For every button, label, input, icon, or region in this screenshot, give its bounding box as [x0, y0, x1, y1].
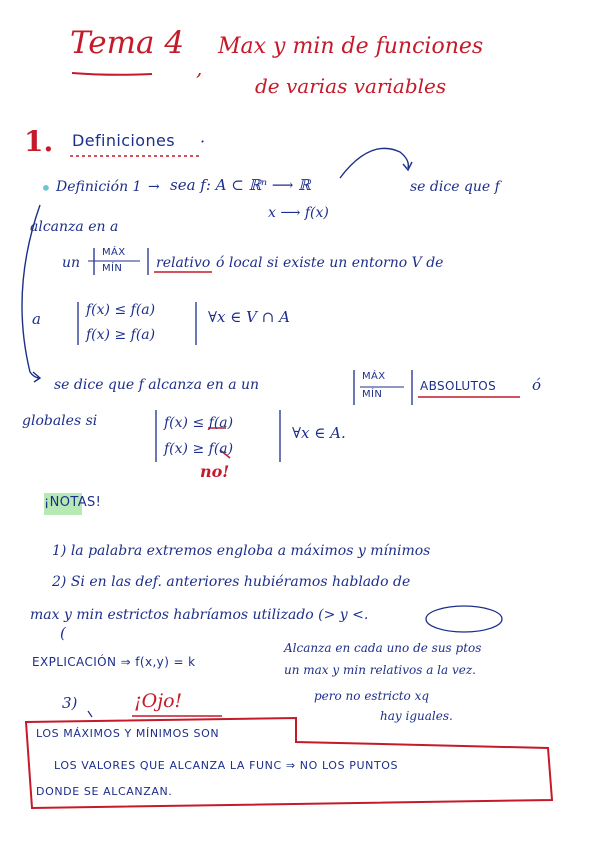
title-underline [72, 73, 152, 75]
nota-2-line2: max y min estrictos habríamos utilizado (> y <. [30, 607, 369, 623]
title-comma: , [196, 56, 203, 80]
page-subtitle-line1: Max y min de funciones [218, 34, 484, 59]
definition-ineq-max: f(x) ≤ f(a) [86, 302, 156, 318]
section-number: 1. [24, 125, 54, 158]
definition-un: un [62, 255, 81, 271]
ojo-warning: ¡Ojo! [134, 690, 183, 712]
definition2-absolutos: ABSOLUTOS [420, 379, 497, 393]
definition-max: MÁX [102, 247, 126, 258]
notas-heading: ¡NOTAS! [44, 495, 102, 510]
page-title: Tema 4 [70, 25, 185, 61]
definition-ineq-min: f(x) ≥ f(a) [86, 327, 156, 343]
bullet-icon: • [40, 176, 52, 200]
definition-forall: ∀x ∈ V ∩ A [208, 308, 290, 326]
nota-1: 1) la palabra extremos engloba a máximos y mínimos [52, 543, 431, 559]
explicacion: EXPLICACIÓN ⇒ f(x,y) = k [32, 655, 196, 669]
definition-mapping: x ⟶ f(x) [268, 205, 329, 221]
symbols-circle [426, 606, 502, 632]
section-heading-dot: · [200, 132, 206, 151]
explicacion-note-3: pero no estricto xq [314, 689, 430, 703]
explicacion-note-1: Alcanza en cada uno de sus ptos [284, 641, 482, 655]
definition2-ineq-max: f(x) ≤ f(a) [164, 415, 234, 431]
definition2-line1: se dice que f alcanza en a un [54, 377, 260, 393]
definition2-max: MÁX [362, 371, 386, 382]
definition-min: MÍN [102, 263, 123, 274]
definition2-globales: globales si [22, 413, 98, 429]
nota-2-paren: ( [60, 624, 66, 642]
arrow-icon: → [148, 179, 160, 195]
definition-sea: sea f: A ⊂ ℝⁿ ⟶ ℝ [170, 176, 311, 194]
definition-local: ó local si existe un entorno V de [216, 255, 444, 271]
explicacion-note-4: hay iguales. [380, 709, 453, 723]
warning-line-3: DONDE SE ALCANZAN. [36, 785, 173, 798]
correction-mark: no! [200, 462, 230, 481]
definition2-ineq-min: f(x) ≥ f(a) [164, 441, 234, 457]
section-heading: Definiciones [72, 131, 175, 150]
nota-3: 3) [62, 694, 78, 712]
nota-2-line1: 2) Si en las def. anteriores hubiéramos hablado de [52, 574, 411, 590]
definition2-forall: ∀x ∈ A. [292, 424, 346, 442]
definition2-o: ó [532, 376, 542, 394]
page-subtitle-line2: de varias variables [255, 74, 447, 98]
definition2-min: MÍN [362, 389, 383, 400]
definition-alcanza: alcanza en a [30, 219, 119, 235]
warning-line-1: LOS MÁXIMOS Y MÍNIMOS SON [36, 727, 220, 740]
definition-se-dice: se dice que f [410, 179, 500, 195]
definition-label: Definición 1 [56, 179, 142, 195]
warning-line-2: LOS VALORES QUE ALCANZA LA FUNC ⇒ NO LOS PUNTOS [54, 759, 399, 772]
curved-arrow-top [340, 148, 408, 178]
explicacion-note-2: un max y min relativos a la vez. [284, 663, 476, 677]
definition-a: a [32, 310, 41, 328]
definition-relativo: relativo [156, 255, 211, 271]
